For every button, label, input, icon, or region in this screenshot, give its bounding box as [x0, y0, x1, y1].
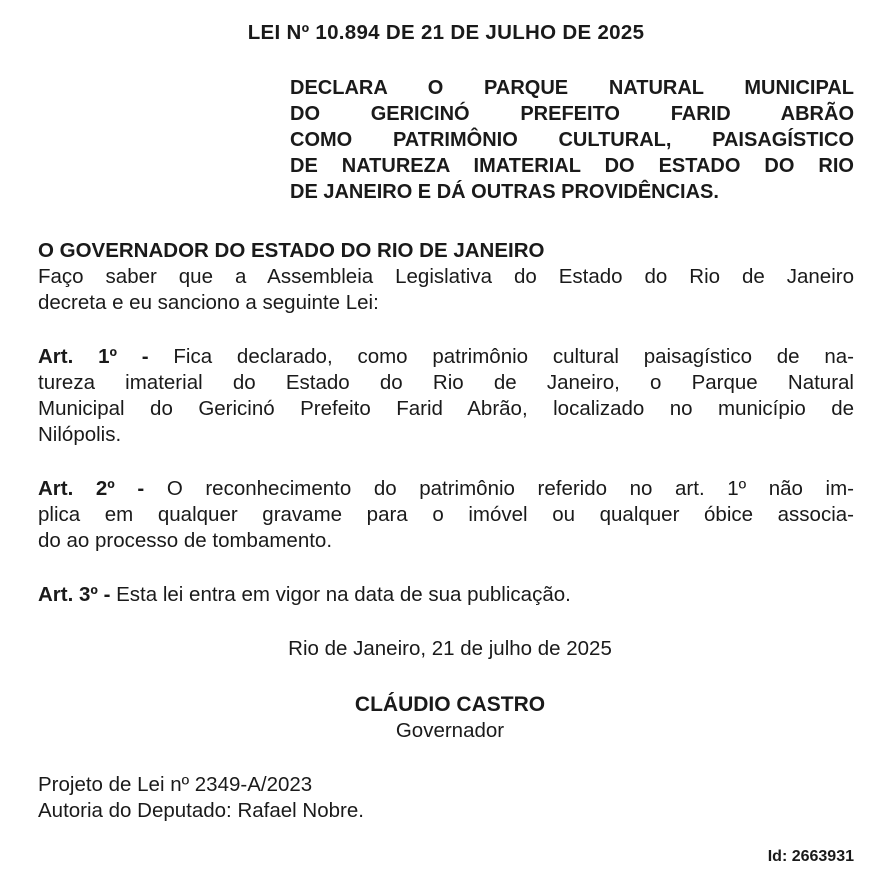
ementa-line: DE JANEIRO E DÁ OUTRAS PROVIDÊNCIAS.: [290, 181, 719, 203]
enacting-clause-line: Faço saber que a Assembleia Legislativa do Estado do Rio de Janeiro: [38, 265, 854, 288]
place-date: Rio de Janeiro, 21 de julho de 2025: [288, 637, 612, 660]
ementa: [290, 75, 854, 205]
article-1-line: Nilópolis.: [38, 423, 122, 446]
article-3-first-line: [38, 582, 854, 608]
article-3-label: Art. 3º -: [38, 583, 111, 606]
enacting-clause-line: decreta e eu sanciono a seguinte Lei:: [38, 291, 379, 314]
law-title: LEI Nº 10.894 DE 21 DE JULHO DE 2025: [247, 21, 645, 44]
authority-section: [38, 238, 854, 316]
article-1-text: Fica declarado, como patrimônio cultural paisagístico de na-: [148, 345, 854, 368]
enacting-clause: [38, 264, 854, 316]
article-2-text: O reconhecimento do patrimônio referido no art. 1º não im-: [144, 477, 854, 500]
article-1-line: Municipal do Gericinó Prefeito Farid Abrão, localizado no município de: [38, 397, 854, 420]
signatory-role: Governador: [395, 719, 505, 742]
authority-heading: O GOVERNADOR DO ESTADO DO RIO DE JANEIRO: [38, 239, 545, 262]
bill-author: Autoria do Deputado: Rafael Nobre.: [38, 799, 364, 822]
article-2-line: do ao processo de tombamento.: [38, 529, 333, 552]
ementa-line: COMO PATRIMÔNIO CULTURAL, PAISAGÍSTICO: [290, 129, 854, 151]
signature-block: [38, 692, 854, 744]
article-2-label: Art. 2º -: [38, 477, 145, 500]
ementa-line: DO GERICINÓ PREFEITO FARID ABRÃO: [290, 103, 854, 125]
article-2-line: plica em qualquer gravame para o imóvel ou qualquer óbice associa-: [38, 503, 854, 526]
article-3: [38, 582, 854, 608]
bill-info: [38, 772, 854, 824]
article-1: [38, 344, 854, 448]
article-1-label: Art. 1º -: [38, 345, 149, 368]
signatory-name: CLÁUDIO CASTRO: [354, 693, 546, 716]
ementa-line: DE NATUREZA IMATERIAL DO ESTADO DO RIO: [290, 155, 854, 177]
article-1-first-line: [38, 344, 854, 370]
article-3-text: Esta lei entra em vigor na data de sua publicação.: [110, 583, 571, 606]
law-document: [38, 18, 854, 824]
bill-number: Projeto de Lei nº 2349-A/2023: [38, 773, 313, 796]
article-2: [38, 476, 854, 554]
article-1-line: tureza imaterial do Estado do Rio de Janeiro, o Parque Natural: [38, 371, 854, 394]
document-id: Id: 2663931: [767, 848, 854, 865]
ementa-line: DECLARA O PARQUE NATURAL MUNICIPAL: [290, 77, 854, 99]
article-2-first-line: [38, 476, 854, 502]
